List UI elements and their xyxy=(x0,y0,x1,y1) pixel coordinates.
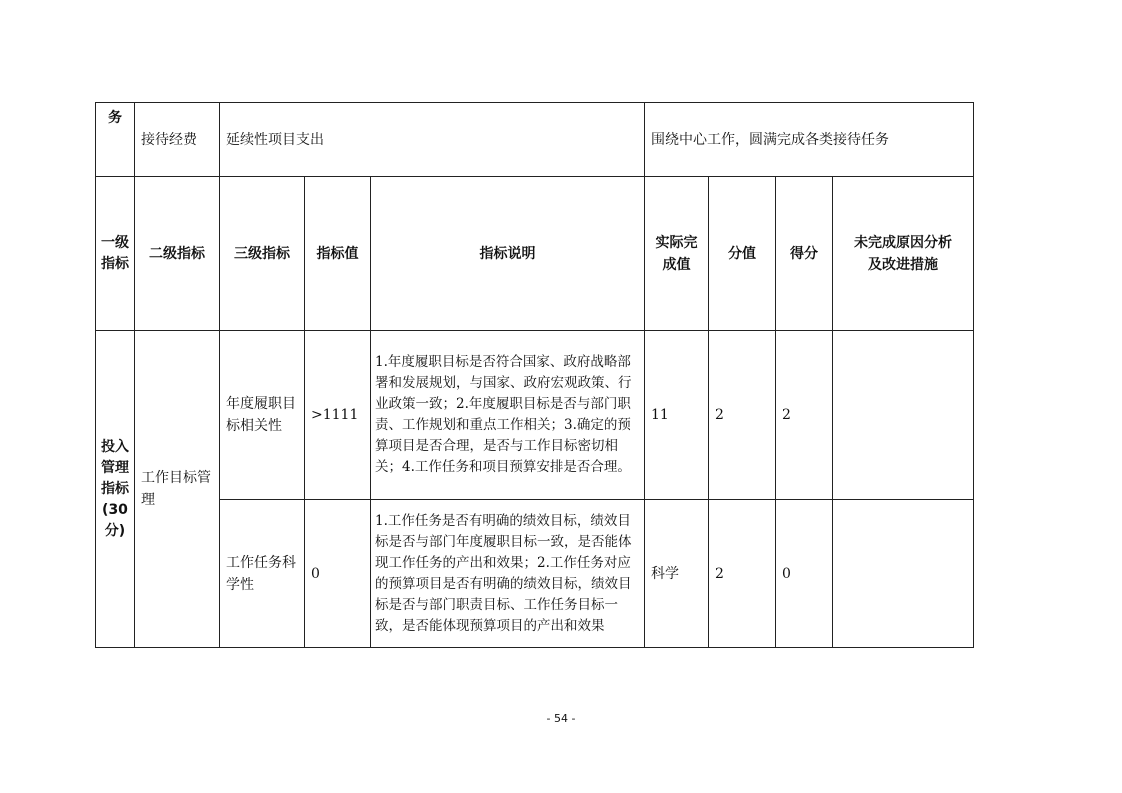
row-reason xyxy=(833,331,974,500)
group-level1: 投入管理指标(30分) xyxy=(96,331,135,648)
row-desc: 1.工作任务是否有明确的绩效目标，绩效目标是否与部门年度履职目标一致，是否能体现工作任务的产出和效果；2.工作任务对应的预算项目是否有明确的绩效目标，绩效目标是否与部门职责目标、工作任务目标一致，是否能体现预算项目的产出和效果 xyxy=(371,500,645,648)
header-indicator-value: 指标值 xyxy=(305,177,371,331)
row-score-got: 2 xyxy=(776,331,833,500)
row-actual: 科学 xyxy=(645,500,709,648)
header-actual xyxy=(645,177,709,331)
row-score-got: 0 xyxy=(776,500,833,648)
row-value: 0 xyxy=(305,500,371,648)
header-level3: 三级指标 xyxy=(220,177,305,331)
row-value: >1111 xyxy=(305,331,371,500)
top-row-project-type: 延续性项目支出 xyxy=(220,103,645,177)
header-level2: 二级指标 xyxy=(135,177,220,331)
top-row xyxy=(96,103,974,177)
header-reason-line2: 及改进措施 xyxy=(868,256,938,273)
header-row xyxy=(96,177,974,331)
header-score-value: 分值 xyxy=(709,177,776,331)
table-row xyxy=(96,331,974,500)
row-reason xyxy=(833,500,974,648)
row-actual: 11 xyxy=(645,331,709,500)
header-level1: 一级指标 xyxy=(96,177,135,331)
row-level3: 工作任务科学性 xyxy=(220,500,305,648)
row-level3: 年度履职目标相关性 xyxy=(220,331,305,500)
top-row-goal: 围绕中心工作，圆满完成各类接待任务 xyxy=(645,103,974,177)
header-reason xyxy=(833,177,974,331)
header-actual-line2: 成值 xyxy=(662,256,691,273)
top-row-first-cell: 务 xyxy=(96,103,135,177)
row-desc: 1.年度履职目标是否符合国家、政府战略部署和发展规划，与国家、政府宏观政策、行业政策一致；2.年度履职目标是否与部门职责、工作规划和重点工作相关；3.确定的预算项目是否合理，是否与工作目标密切相关；4.工作任务和项目预算安排是否合理。 xyxy=(371,331,645,500)
header-actual-line1: 实际完 xyxy=(655,234,698,251)
top-row-category: 接待经费 xyxy=(135,103,220,177)
table-row xyxy=(96,500,974,648)
header-reason-line1: 未完成原因分析 xyxy=(854,234,952,251)
header-indicator-desc: 指标说明 xyxy=(371,177,645,331)
page-number: - 54 - xyxy=(546,712,576,725)
row-score-value: 2 xyxy=(709,331,776,500)
header-score-got: 得分 xyxy=(776,177,833,331)
row-score-value: 2 xyxy=(709,500,776,648)
performance-table xyxy=(95,102,974,648)
group-level2: 工作目标管理 xyxy=(135,331,220,648)
